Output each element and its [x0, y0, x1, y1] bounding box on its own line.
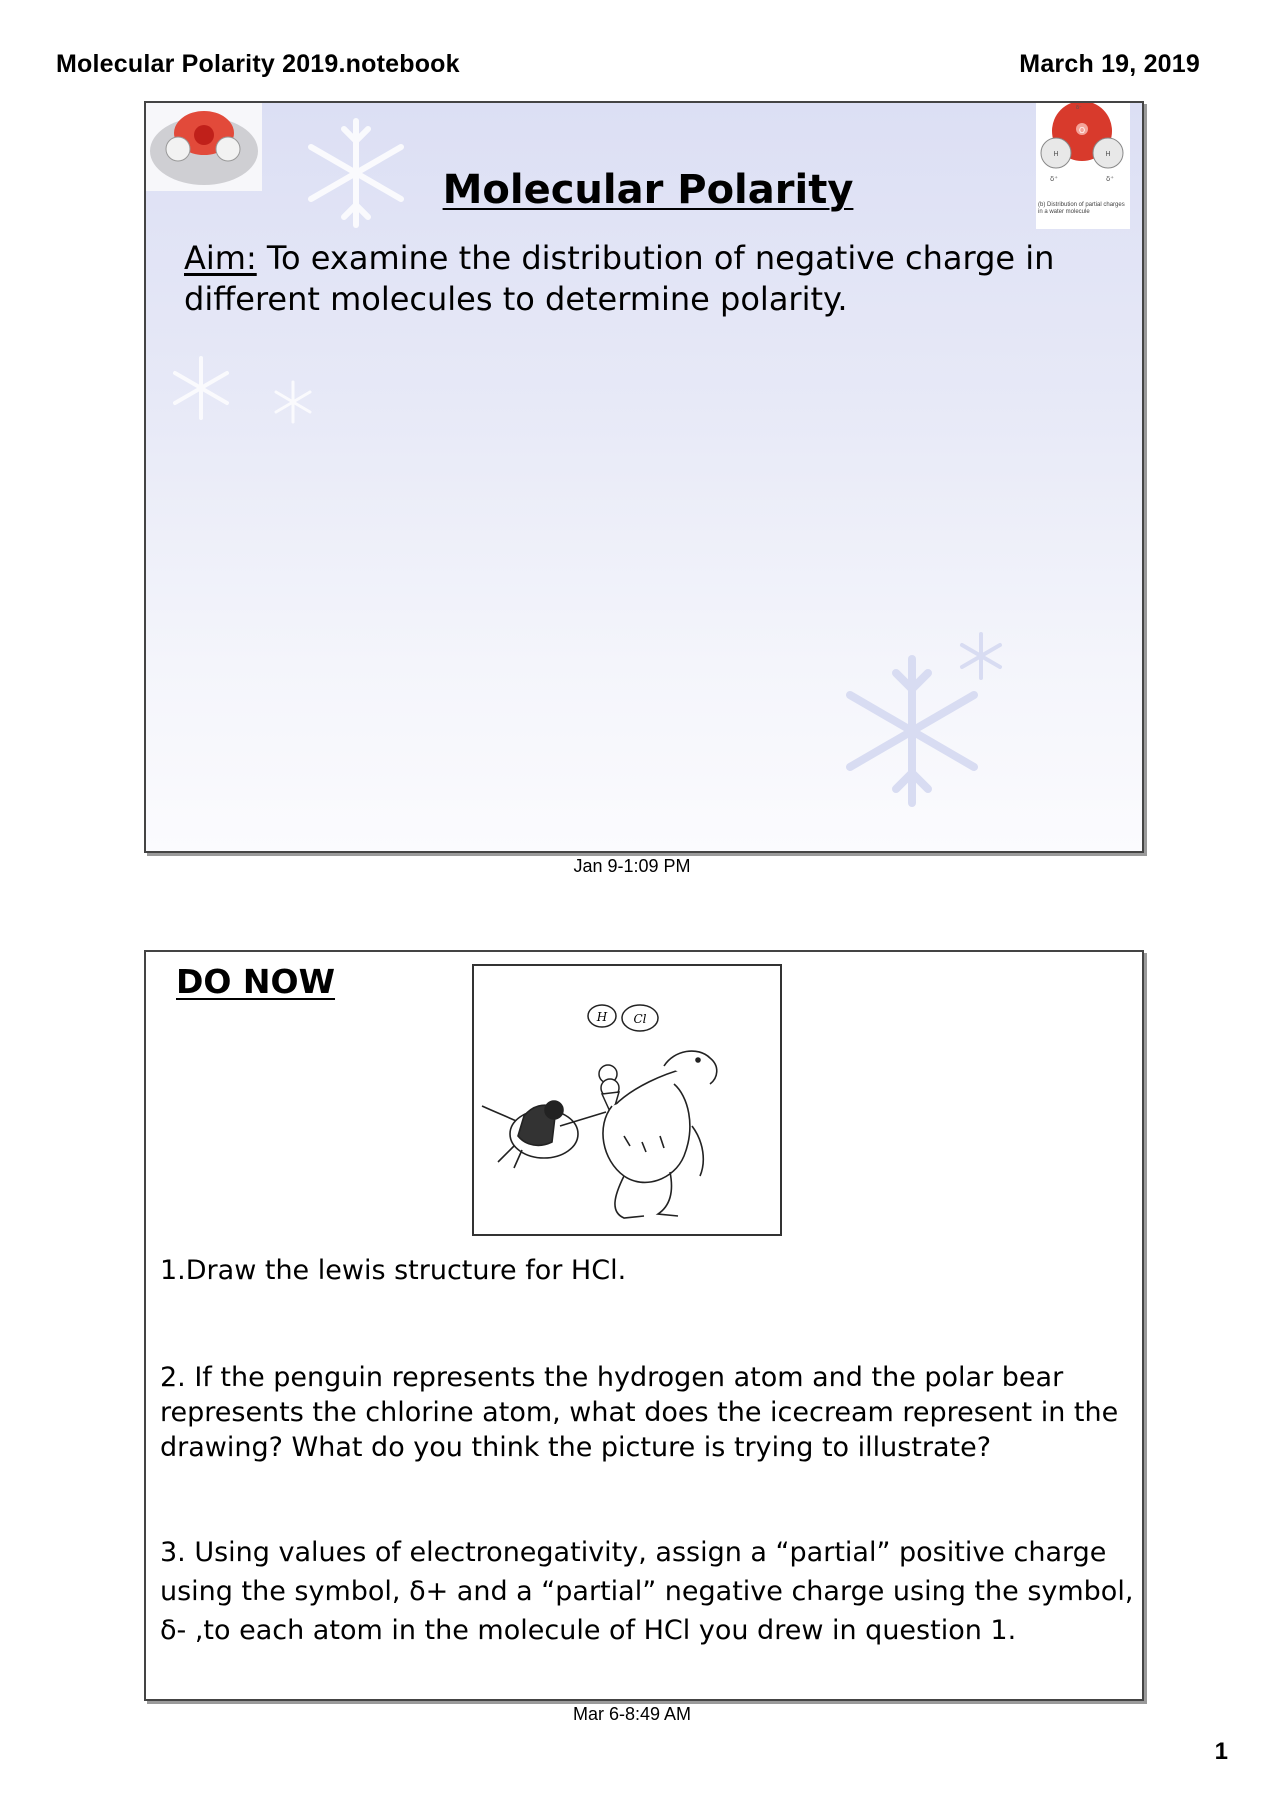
do-now-heading: DO NOW — [176, 962, 336, 1001]
page-number: 1 — [1214, 1738, 1228, 1765]
hydrogen-label-right: H — [1105, 150, 1111, 158]
slide-1 — [144, 101, 1144, 853]
question-2: 2. If the penguin represents the hydrogen atom and the polar bear represents the chlorine atom, what does the icecream represent in the drawing? What do you think the picture is trying to illustrate? — [160, 1362, 1119, 1463]
hcl-molecule-sketch — [588, 1005, 658, 1031]
polar-bear-sketch — [603, 1051, 717, 1218]
question-3: 3. Using values of electronegativity, assign a “partial” positive charge using the symbol, δ+ and a “partial” negative charge using the symbol, δ- ,to each atom in the molecule of HCl you drew in question 1. — [160, 1537, 1134, 1646]
delta-minus-label: δ⁻ — [1076, 105, 1082, 111]
aim-label: Aim: — [184, 239, 257, 277]
snowflake-icon — [166, 353, 236, 423]
penguin-sketch — [482, 1101, 606, 1168]
slide-title: Molecular Polarity — [442, 167, 854, 213]
penguin-bear-cartoon — [472, 964, 782, 1236]
delta-plus-label-right: δ⁺ — [1106, 175, 1114, 183]
image-caption: (b) Distribution of partial charges in a water molecule — [1038, 202, 1125, 215]
snowflake-icon — [956, 631, 1006, 681]
slide-2 — [144, 950, 1144, 1701]
hydrogen-label-left: H — [1053, 150, 1059, 158]
oxygen-label: O — [1078, 126, 1086, 135]
aim-statement — [184, 238, 1104, 320]
hydrogen-label: H — [596, 1010, 608, 1024]
delta-plus-label-left: δ⁺ — [1050, 175, 1058, 183]
question-1: 1.Draw the lewis structure for HCl. — [160, 1255, 627, 1286]
chlorine-label: Cl — [633, 1012, 647, 1026]
slide-1-timestamp: Jan 9-1:09 PM — [573, 856, 691, 876]
snowflake-icon — [270, 379, 316, 425]
notebook-title: Molecular Polarity 2019.notebook — [56, 50, 460, 78]
slide-2-timestamp: Mar 6-8:49 AM — [572, 1704, 692, 1724]
page-date: March 19, 2019 — [1019, 50, 1200, 78]
aim-text: To examine the distribution of negative charge in different molecules to determine polarity. — [184, 239, 1055, 318]
